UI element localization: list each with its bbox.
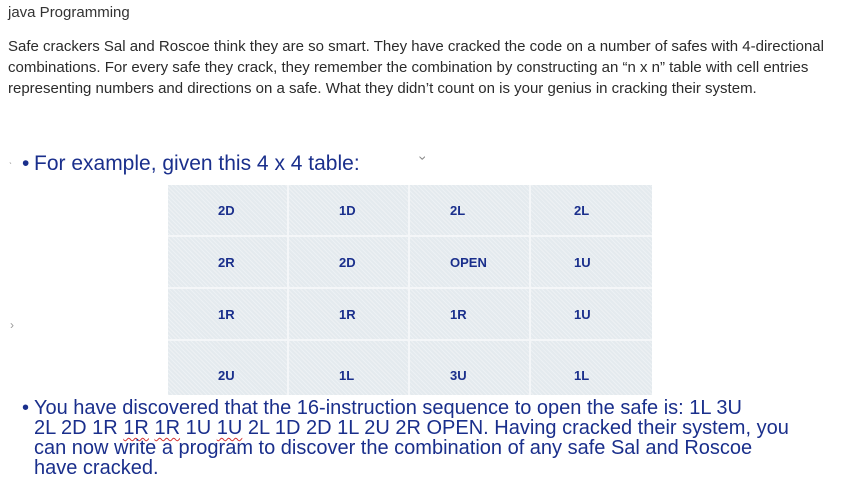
chevron-down-icon: › — [415, 155, 432, 161]
table-cell: 2U — [168, 341, 289, 395]
table-cell: OPEN — [410, 237, 531, 289]
table-cell: 2L — [531, 185, 652, 237]
discovery-line-1 — [22, 398, 834, 418]
page-title: java Programming — [8, 4, 130, 21]
table-cell: 1L — [289, 341, 410, 395]
example-heading — [22, 152, 360, 176]
discovery-text: 2L 1D 2D 1L 2U 2R OPEN. Having cracked their system, you — [242, 417, 789, 439]
bullet-icon: • — [22, 397, 30, 419]
table-cell: 2D — [168, 185, 289, 237]
table-cell: 2D — [289, 237, 410, 289]
table-cell: 1R — [410, 289, 531, 341]
discovery-line-2 — [22, 418, 834, 438]
discovery-text: 1U — [180, 417, 217, 439]
bullet-icon: • — [22, 152, 30, 175]
table-cell: 1U — [531, 237, 652, 289]
spellcheck-word: 1U — [216, 417, 243, 439]
intro-paragraph: Safe crackers Sal and Roscoe think they are so smart. They have cracked the code on a number of safes with 4-directional combinations. For every safe they crack, they remember the combination by constructing an “n x n” table with cell entries representing numbers and directions on a safe. What they didn’t count on is your genius in cracking their system. — [8, 38, 824, 97]
discovery-text: 2L 2D 1R — [34, 417, 124, 439]
table-cell: 2L — [410, 185, 531, 237]
table-cell: 1D — [289, 185, 410, 237]
table-cell: 1R — [289, 289, 410, 341]
table-cell: 1R — [168, 289, 289, 341]
table-cell: 2R — [168, 237, 289, 289]
discovery-text: You have discovered that the 16-instruction sequence to open the safe is: 1L 3U — [34, 397, 742, 419]
discovery-line-3: can now write a program to discover the combination of any safe Sal and Roscoe — [34, 437, 753, 459]
combination-table — [168, 185, 652, 395]
table-cell: 3U — [410, 341, 531, 395]
spellcheck-word: 1R — [123, 417, 149, 439]
tick-mark: ˎ — [9, 154, 13, 165]
discovery-line-4: have cracked. — [34, 457, 159, 479]
table-cell: 1L — [574, 368, 590, 383]
spellcheck-word: 1R — [154, 417, 181, 439]
discovery-paragraph — [22, 398, 834, 478]
chevron-right-icon: › — [10, 318, 14, 332]
table-cell: 1U — [531, 289, 652, 341]
example-text: For example, given this 4 x 4 table: — [34, 152, 360, 175]
